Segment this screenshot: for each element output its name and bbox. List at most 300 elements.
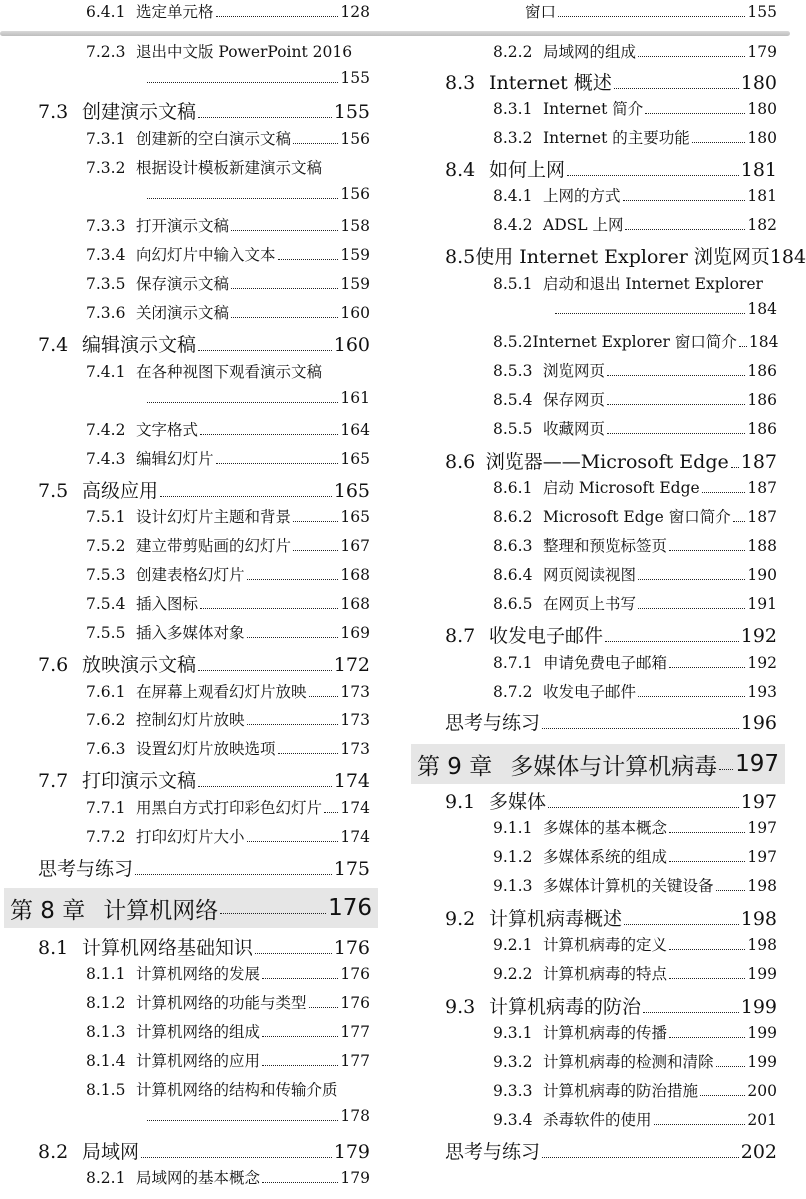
entry-title: Microsoft Edge 窗口简介 [543,508,731,526]
page-number: 193 [747,683,777,701]
entry-title: 思考与练习 [445,1141,541,1163]
entry-title: 控制幻灯片放映 [136,711,245,729]
dot-leader [216,16,339,17]
page-number: 184 [747,300,777,318]
page-number: 159 [340,275,370,293]
entry-title: 用黑白方式打印彩色幻灯片 [136,799,323,817]
dot-leader [555,313,745,314]
entry-number: 8.5.5 [493,420,533,438]
dot-leader [262,1036,338,1037]
dot-leader [638,608,745,609]
entry-number: 8.7.2 [493,683,533,701]
toc-entry[interactable] [86,1020,370,1042]
entry-number: 7.5.5 [86,624,126,642]
dot-leader [643,1012,739,1013]
toc-entry-continuation[interactable] [145,389,370,407]
page-number: 168 [340,595,370,613]
entry-title: 计算机病毒的检测和清除 [543,1053,714,1071]
toc-entry[interactable] [86,505,370,527]
entry-number: 7.7.1 [86,799,126,817]
chapter-heading[interactable] [4,888,378,928]
entry-number: 7.7.2 [86,828,126,846]
entry-number: 9.3 [445,996,476,1018]
dot-leader [147,402,338,403]
page-number: 201 [747,1111,777,1129]
entry-number: 7.3.1 [86,130,126,148]
page-number: 181 [740,159,777,181]
dot-leader [638,696,745,697]
page-number: 186 [747,362,777,380]
toc-entry[interactable] [493,213,777,235]
dot-leader [231,230,338,231]
dot-leader [567,175,739,176]
dot-leader [716,1066,746,1067]
entry-number: 8.1.5 [86,1081,126,1099]
dot-leader [624,924,739,925]
entry-title: 计算机病毒的定义 [543,936,668,954]
toc-entry[interactable] [38,1137,370,1167]
dot-leader [692,142,746,143]
entry-number: 8.6.2 [493,508,533,526]
entry-number: 7.5.4 [86,595,126,613]
dot-leader [733,521,746,522]
dot-leader [278,753,339,754]
toc-entry[interactable] [86,243,370,265]
dot-leader [645,113,745,114]
dot-leader [638,56,745,57]
entry-number: 7.5.1 [86,508,126,526]
entry-title: 打开演示文稿 [136,217,230,235]
entry-title: 整理和预览标签页 [543,537,668,555]
page-number: 180 [747,100,777,118]
toc-entry[interactable] [38,650,370,680]
dot-leader [669,861,745,862]
entry-title: 放映演示文稿 [82,654,197,676]
toc-entry[interactable] [86,272,370,294]
entry-number: 第 9 章 [417,753,493,780]
page-number: 167 [340,537,370,555]
dot-leader [293,521,338,522]
entry-number: 8.6.1 [493,479,533,497]
toc-entry[interactable] [493,651,777,673]
toc-entry[interactable] [445,1137,777,1167]
page-number: 202 [740,1141,777,1163]
dot-leader [198,350,332,351]
toc-entry[interactable] [86,1078,370,1100]
dot-leader [200,608,338,609]
dot-leader [731,467,739,468]
toc-entry[interactable] [493,126,777,148]
entry-title: 多媒体系统的组成 [543,848,668,866]
page-number: 192 [740,625,777,647]
entry-number: 8.1.4 [86,1052,126,1070]
page-number: 200 [747,1082,777,1100]
entry-number: 8.2 [38,1141,69,1163]
page-number: 174 [333,770,370,792]
entry-number: 9.1.1 [493,819,533,837]
entry-title: 局域网的基本概念 [136,1169,261,1187]
entry-title: 在各种视图下观看演示文稿 [136,363,323,381]
toc-entry[interactable] [86,1049,370,1071]
toc-entry[interactable] [86,418,370,440]
toc-entry[interactable] [445,992,777,1022]
chapter-heading[interactable] [411,744,785,784]
entry-title: ADSL 上网 [543,216,624,234]
toc-entry[interactable] [86,360,370,382]
toc-entry[interactable] [86,592,370,614]
entry-title: 计算机病毒的传播 [543,1024,668,1042]
dot-leader [141,1157,332,1158]
toc-entry[interactable] [86,621,370,643]
page-number: 179 [333,1141,370,1163]
entry-title: 浏览网页 [543,362,606,380]
dot-leader [605,641,739,642]
entry-title: Internet 简介 [543,100,644,118]
entry-title: 思考与练习 [445,712,541,734]
toc-entry[interactable] [493,476,777,498]
entry-title: 关闭演示文稿 [136,304,230,322]
entry-title: 插入多媒体对象 [136,624,245,642]
entry-number: 9.2.1 [493,936,533,954]
entry-number: 7.4.3 [86,450,126,468]
page-number: 197 [735,751,779,777]
toc-entry[interactable] [86,563,370,585]
page-number: 158 [340,217,370,235]
toc-entry[interactable] [86,680,370,702]
dot-leader [247,841,339,842]
dot-leader [220,913,326,914]
page-number: 184 [769,246,806,268]
page-number: 179 [340,1169,370,1187]
entry-title: 申请免费电子邮箱 [543,654,668,672]
toc-entry[interactable] [493,417,777,439]
entry-title: 如何上网 [489,159,566,181]
page-number: 197 [747,819,777,837]
entry-title: 计算机网络的功能与类型 [136,994,307,1012]
toc-entry[interactable] [493,1079,777,1101]
dot-leader [200,434,338,435]
entry-title: 计算机病毒概述 [489,908,623,930]
entry-title: 网页阅读视图 [543,566,637,584]
toc-entry[interactable] [493,359,777,381]
toc-entry[interactable] [445,68,777,98]
entry-number: 7.3.2 [86,159,126,177]
dot-leader [160,496,332,497]
toc-entry[interactable] [86,127,370,149]
entry-number: 7.4.1 [86,363,126,381]
toc-entry-continuation[interactable] [145,185,370,203]
entry-title: 创建表格幻灯片 [136,566,245,584]
toc-entry[interactable] [38,766,370,796]
toc-entry[interactable] [86,156,370,178]
page-number: 199 [740,996,777,1018]
page-number: 199 [747,1053,777,1071]
entry-title: 多媒体 [489,791,547,813]
entry-title: 设计幻灯片主题和背景 [136,508,292,526]
entry-title: 杀毒软件的使用 [543,1111,652,1129]
entry-title: 计算机网络的结构和传输介质 [136,1081,338,1099]
dot-leader [247,637,339,638]
page-number: 186 [747,420,777,438]
page-number: 177 [340,1023,370,1041]
entry-title: 启动 Microsoft Edge [543,479,700,497]
entry-title: 向幻灯片中输入文本 [136,246,276,264]
entry-title: 思考与练习 [38,858,134,880]
entry-number: 7.3.3 [86,217,126,235]
toc-entry[interactable] [493,816,777,838]
dot-leader [255,953,332,954]
toc-entry[interactable] [38,330,370,360]
entry-title: Internet Explorer 窗口简介 [532,333,737,351]
toc-entry[interactable] [493,1021,777,1043]
toc-entry-continuation[interactable] [145,1107,370,1125]
toc-entry[interactable] [86,708,370,730]
entry-title: 插入图标 [136,595,199,613]
page-number: 165 [340,508,370,526]
entry-title: 打印幻灯片大小 [136,828,245,846]
entry-number: 8.5.4 [493,391,533,409]
toc-entry[interactable] [86,534,370,556]
page-number: 197 [740,791,777,813]
entry-title: 在屏幕上观看幻灯片放映 [136,683,307,701]
page-number: 172 [333,654,370,676]
toc-entry[interactable] [493,388,777,410]
entry-number: 8.4 [445,159,476,181]
entry-title: 保存网页 [543,391,606,409]
toc-entry[interactable] [86,0,370,22]
toc-entry[interactable] [493,505,777,527]
entry-title: 多媒体的基本概念 [543,819,668,837]
toc-entry[interactable] [493,680,777,702]
entry-title: 多媒体与计算机病毒 [510,753,718,780]
entry-title: 收发电子邮件 [489,625,604,647]
toc-entry[interactable] [525,0,777,22]
page-number: 186 [747,391,777,409]
toc-entry[interactable] [493,933,777,955]
dot-leader [262,1065,338,1066]
page-number: 160 [333,334,370,356]
page-number: 188 [747,537,777,555]
entry-title: 计算机网络的应用 [136,1052,261,1070]
dot-leader [654,1124,746,1125]
dot-leader [669,978,745,979]
page-number: 180 [740,72,777,94]
dot-leader [700,1095,745,1096]
page-number: 182 [747,216,777,234]
entry-title: 创建新的空白演示文稿 [136,130,292,148]
page-number: 181 [747,187,777,205]
entry-number: 7.6.2 [86,711,126,729]
page-number: 198 [747,877,777,895]
entry-number: 7.3.6 [86,304,126,322]
entry-number: 7.4.2 [86,421,126,439]
entry-number: 8.7.1 [493,654,533,672]
entry-title: 打印演示文稿 [82,770,197,792]
dot-leader [147,198,338,199]
entry-number: 7.5.3 [86,566,126,584]
entry-number: 8.1 [38,937,69,959]
dot-leader [669,1037,745,1038]
page-number: 160 [340,304,370,322]
entry-title: 浏览器——Microsoft Edge [485,451,729,473]
page-number: 161 [340,389,370,407]
toc-entry[interactable] [493,97,777,119]
entry-title: 启动和退出 Internet Explorer [543,275,763,293]
entry-title: 使用 Internet Explorer 浏览网页 [475,246,770,268]
page-number: 192 [747,654,777,672]
page-number: 174 [340,828,370,846]
page-number: 187 [740,451,777,473]
entry-title: 计算机网络的组成 [136,1023,261,1041]
entry-number: 7.5.2 [86,537,126,555]
dot-leader [293,143,338,144]
toc-entry[interactable] [445,242,806,272]
entry-number: 9.3.3 [493,1082,533,1100]
toc-entry[interactable] [493,592,777,614]
entry-title: 在网页上书写 [543,595,637,613]
toc-entry[interactable] [445,155,777,185]
entry-number: 9.3.2 [493,1053,533,1071]
toc-entry[interactable] [493,1050,777,1072]
entry-number: 9.3.1 [493,1024,533,1042]
toc-entry[interactable] [86,796,370,818]
toc-entry[interactable] [445,447,777,477]
page-number: 165 [333,480,370,502]
dot-leader [247,724,339,725]
dot-leader [719,769,733,770]
dot-leader [638,579,745,580]
page-number: 173 [340,683,370,701]
entry-number: 6.4.1 [86,3,126,21]
toc-entry[interactable] [445,621,777,651]
dot-leader [198,117,332,118]
dot-leader [542,1157,739,1158]
toc-entry[interactable] [86,737,370,759]
toc-entry[interactable] [86,825,370,847]
entry-number: 8.7 [445,625,476,647]
entry-number: 7.7 [38,770,69,792]
toc-entry[interactable] [445,904,777,934]
entry-number: 7.6.3 [86,740,126,758]
entry-title: 计算机病毒的特点 [543,965,668,983]
page-number: 174 [340,799,370,817]
page-number: 156 [340,185,370,203]
page-number: 190 [747,566,777,584]
dot-leader [216,463,339,464]
page-number: 155 [340,69,370,87]
page-number: 177 [340,1052,370,1070]
entry-title: 选定单元格 [136,3,214,21]
entry-number: 9.2 [445,908,476,930]
toc-entry[interactable] [493,272,777,294]
entry-number: 第 8 章 [10,897,86,924]
toc-entry[interactable] [38,97,370,127]
page-number: 164 [340,421,370,439]
page-number: 175 [333,858,370,880]
toc-entry[interactable] [445,708,777,738]
toc-entry[interactable] [493,184,777,206]
page-number: 198 [747,936,777,954]
page-number: 176 [340,994,370,1012]
entry-number: 7.4 [38,334,69,356]
dot-leader [614,88,739,89]
entry-title: 计算机病毒的防治 [489,996,642,1018]
entry-number: 8.1.2 [86,994,126,1012]
page-number: 178 [340,1107,370,1125]
toc-entry[interactable] [86,301,370,323]
entry-number: 8.6.3 [493,537,533,555]
page-number: 165 [340,450,370,468]
toc-entry[interactable] [86,40,370,62]
entry-title: 建立带剪贴画的幻灯片 [136,537,292,555]
entry-number: 8.3.2 [493,129,533,147]
entry-number: 7.3.4 [86,246,126,264]
entry-title: 高级应用 [82,480,159,502]
page-number: 168 [340,566,370,584]
toc-entry[interactable] [86,214,370,236]
toc-entry[interactable] [493,845,777,867]
toc-entry-continuation[interactable] [145,69,370,87]
toc-entry[interactable] [493,563,777,585]
dot-leader [548,807,739,808]
toc-entry[interactable] [493,1108,777,1130]
toc-entry[interactable] [38,476,370,506]
entry-title: 创建演示文稿 [82,101,197,123]
page-number: 173 [340,740,370,758]
entry-number: 9.1.2 [493,848,533,866]
toc-entry[interactable] [493,40,777,62]
entry-number: 7.2.3 [86,43,126,61]
dot-leader [147,82,338,83]
dot-leader [135,874,332,875]
toc-entry[interactable] [38,854,370,884]
page-number: 179 [747,43,777,61]
toc-entry[interactable] [445,787,777,817]
entry-title: 保存演示文稿 [136,275,230,293]
entry-number: 9.3.4 [493,1111,533,1129]
dot-leader [231,317,338,318]
entry-number: 7.6 [38,654,69,676]
dot-leader [309,1007,339,1008]
entry-title: 文字格式 [136,421,199,439]
toc-entry[interactable] [38,933,370,963]
entry-number: 9.1.3 [493,877,533,895]
dot-leader [607,404,745,405]
dot-leader [262,978,338,979]
entry-number: 8.5.2 [493,333,533,351]
dot-leader [293,550,338,551]
toc-entry[interactable] [86,962,370,984]
toc-entry[interactable] [86,1166,370,1188]
toc-entry[interactable] [493,874,777,896]
entry-number: 8.4.1 [493,187,533,205]
toc-entry-continuation[interactable] [553,300,777,318]
toc-entry[interactable] [493,962,777,984]
toc-entry[interactable] [86,447,370,469]
dot-leader [607,375,745,376]
entry-title: 收藏网页 [543,420,606,438]
toc-entry[interactable] [493,330,777,352]
page-number: 187 [747,508,777,526]
entry-title: 编辑演示文稿 [82,334,197,356]
entry-number: 7.6.1 [86,683,126,701]
entry-number: 8.5 [445,246,476,268]
entry-number: 8.2.1 [86,1169,126,1187]
entry-number: 8.2.2 [493,43,533,61]
toc-entry[interactable] [493,534,777,556]
toc-entry[interactable] [86,991,370,1013]
entry-title: 收发电子邮件 [543,683,637,701]
